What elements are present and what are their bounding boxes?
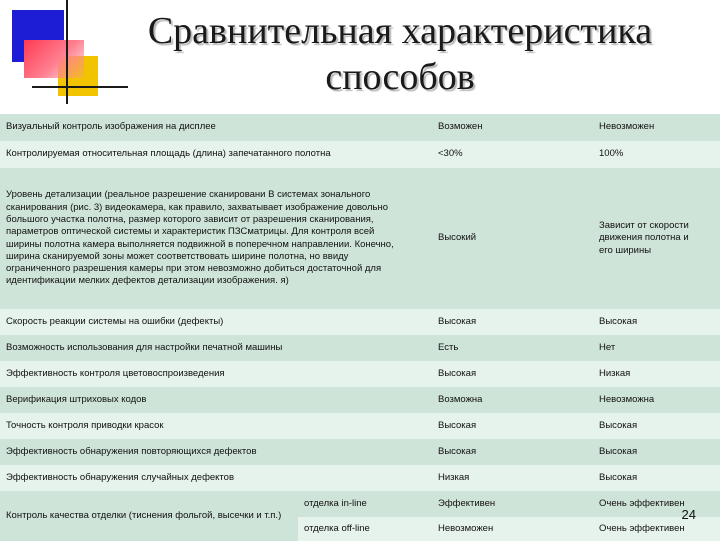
method2-value: Высокая: [593, 465, 720, 491]
method1-value: Возможна: [432, 387, 593, 413]
row-label: Возможность использования для настройки печатной машины: [0, 335, 432, 361]
decor-red-square: [24, 40, 84, 78]
row-label: Визуальный контроль изображения на дисплее: [0, 114, 432, 141]
row-label: Эффективность контроля цветовоспроизведения: [0, 361, 432, 387]
sub-row-label: отделка off-line: [298, 517, 432, 541]
table-row: [0, 114, 720, 141]
table-row: [0, 491, 720, 517]
title-line-1: Сравнительная характеристика: [147, 10, 653, 52]
table-row: [0, 168, 720, 309]
method2-value: Очень эффективен: [593, 517, 720, 541]
method2-value: Высокая: [593, 309, 720, 335]
method1-value: Низкая: [432, 465, 593, 491]
table-row: [0, 439, 720, 465]
row-label: Уровень детализации (реальное разрешение сканировани В системах зонального сканирования (рис. 3) видеокамера, как правило, захватывает изображение довольно большого участка полотна, размер которого зависит от разрешения сканирования, параметров оптической системы и характеристик ПЗСматрицы. Для контроля всей ширины полотна камера выполняется подвижной в поперечном направлении. Конечно, ширина сканируемой зоны может соответствовать ширине полотна, но ввиду ограниченного разрешения камеры при этом невозможно добиться достаточной для идентификации мелких дефектов детализации изображения. я): [0, 168, 432, 309]
method1-value: Высокая: [432, 309, 593, 335]
method1-value: Высокая: [432, 413, 593, 439]
method2-value: Зависит от скорости движения полотна и его ширины: [593, 168, 720, 309]
method2-value: Нет: [593, 335, 720, 361]
row-label: Эффективность обнаружения случайных дефектов: [0, 465, 432, 491]
table-row: [0, 465, 720, 491]
method1-value: Высокая: [432, 439, 593, 465]
page-number: 24: [681, 507, 696, 522]
method2-value: Высокая: [593, 413, 720, 439]
slide-title: [100, 8, 700, 100]
decor-vertical-line: [66, 0, 68, 104]
method2-value: Низкая: [593, 361, 720, 387]
method1-value: <30%: [432, 141, 593, 168]
method2-value: Высокая: [593, 439, 720, 465]
method2-value: 100%: [593, 141, 720, 168]
row-label: Верификация штриховых кодов: [0, 387, 432, 413]
method1-value: Высокий: [432, 168, 593, 309]
row-label: Контроль качества отделки (тиснения фольгой, высечки и т.п.): [0, 491, 298, 541]
table-row: [0, 413, 720, 439]
title-line-2: способов: [325, 56, 475, 98]
sub-row-label: отделка in-line: [298, 491, 432, 517]
row-label: Точность контроля приводки красок: [0, 413, 432, 439]
method2-value: Невозможна: [593, 387, 720, 413]
table-row: [0, 335, 720, 361]
row-label: Эффективность обнаружения повторяющихся дефектов: [0, 439, 432, 465]
row-label: Скорость реакции системы на ошибки (дефекты): [0, 309, 432, 335]
comparison-table: [0, 114, 720, 541]
method1-value: Невозможен: [432, 517, 593, 541]
table-row: [0, 361, 720, 387]
method2-value: Невозможен: [593, 114, 720, 141]
table-row: [0, 309, 720, 335]
method1-value: Высокая: [432, 361, 593, 387]
method1-value: Есть: [432, 335, 593, 361]
table-row: [0, 387, 720, 413]
row-label: Контролируемая относительная площадь (длина) запечатанного полотна: [0, 141, 432, 168]
method1-value: Возможен: [432, 114, 593, 141]
table-row: [0, 141, 720, 168]
method1-value: Эффективен: [432, 491, 593, 517]
method2-value: Очень эффективен: [593, 491, 720, 517]
